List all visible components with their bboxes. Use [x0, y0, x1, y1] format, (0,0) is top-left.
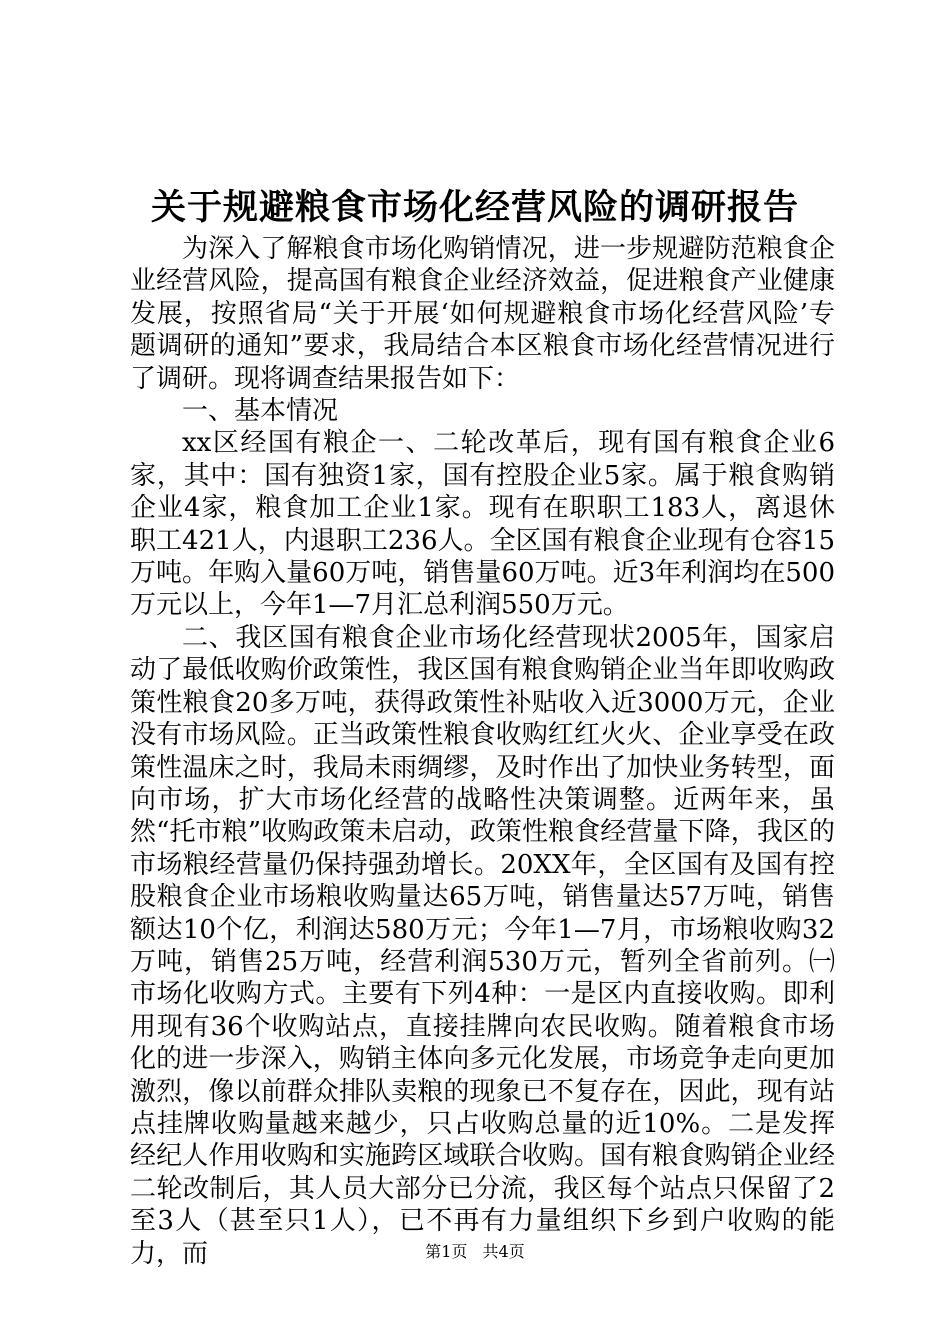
document-title: 关于规避粮食市场化经营风险的调研报告 [150, 187, 799, 228]
page-total: 共4页 [482, 1242, 525, 1261]
section-heading-basic-situation: 一、基本情况 [182, 396, 339, 427]
paragraph-market-status: 二、我区国有粮食企业市场化经营现状2005年，国家启动了最低收购价政策性，我区国有粮食购销企业当年即收购政策性粮食20多万吨，获得政策性补贴收入近3000万元，企业没有市场风险。正当政策性粮食收购红红火火、企业享受在政策性温床之时，我局未雨绸缪，及时作出了加快业务转型，面向市场，扩大市场化经营的战略性决策调整。近两年来，虽然“托市粮”收购政策未启动，政策性粮食经营量下降，我区的市场粮经营量仍保持强劲增长。20XX年，全区国有及国有控股粮食企业市场粮收购量达65万吨，销售量达57万吨，销售额达10个亿，利润达580万元；今年1—7月，市场粮收购32万吨，销售25万吨，经营利润530万元，暂列全省前列。㈠市场化收购方式。主要有下列4种：一是区内直接收购。即利用现有36个收购站点，直接挂牌向农民收购。随着粮食市场化的进一步深入，购销主体向多元化发展，市场竞争走向更加激烈，像以前群众排队卖粮的现象已不复存在，因此，现有站点挂牌收购量越来越少，只占收购总量的近10%。二是发挥经纪人作用收购和实施跨区域联合收购。国有粮食购销企业经二轮改制后，其人员大部分已分流，我区每个站点只保留了2至3人（甚至只1人），已不再有力量组织下乡到户收购的能力，而 [130, 622, 835, 1269]
paragraph-basic-situation: xx区经国有粮企一、二轮改革后，现有国有粮食企业6家，其中：国有独资1家，国有控股企业5家。属于粮食购销企业4家，粮食加工企业1家。现有在职职工183人，离退休职工421人，内退职工236人。全区国有粮食企业现有仓容15万吨。年购入量60万吨，销售量60万吨。近3年利润均在500万元以上，今年1—7月汇总利润550万元。 [130, 428, 835, 621]
paragraph-intro: 为深入了解粮食市场化购销情况，进一步规避防范粮食企业经营风险，提高国有粮食企业经济效益，促进粮食产业健康发展，按照省局“关于开展‘如何规避粮食市场化经营风险’专题调研的通知”要求，我局结合本区粮食市场化经营情况进行了调研。现将调查结果报告如下： [130, 234, 835, 394]
page-number: 第1页 [425, 1242, 468, 1261]
document-body [130, 233, 835, 1270]
page-footer [0, 1241, 950, 1263]
